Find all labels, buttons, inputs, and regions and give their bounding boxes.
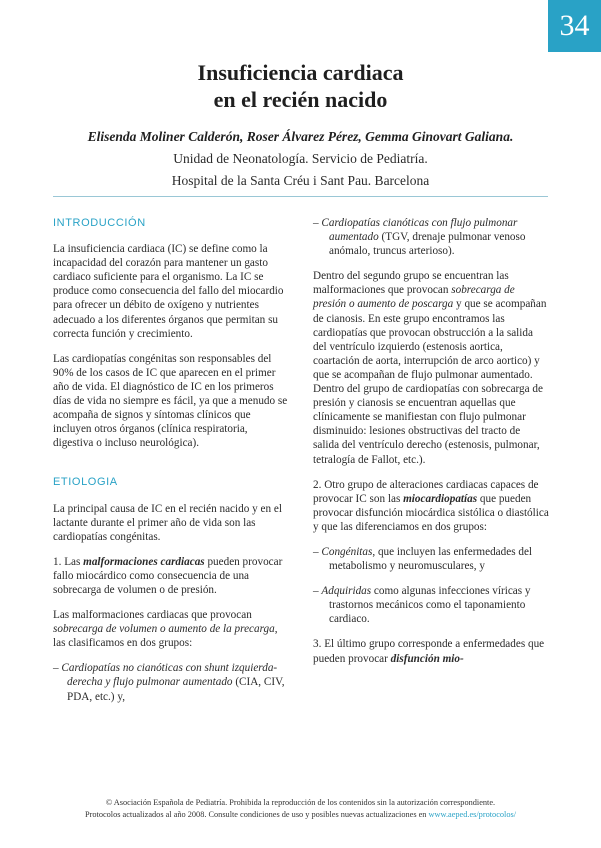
item-1-prefix: 1. Las	[53, 555, 84, 568]
dash-item-no-cianoticas: – Cardiopatías no cianóticas con shunt izquierda-derecha y flujo pulmonar aumentado (CIA, CIV, PDA, etc.) y,	[53, 662, 285, 703]
etiologia-item-1	[53, 555, 289, 597]
etiologia-item-3	[313, 637, 549, 665]
affiliation-line-1: Unidad de Neonatología. Servicio de Pediatría.	[173, 151, 428, 166]
etiologia-paragraph-3	[53, 608, 289, 650]
left-column	[53, 216, 289, 715]
right-paragraph-1	[313, 269, 549, 466]
section-heading-introduccion: INTRODUCCIÓN	[53, 217, 146, 229]
item-2-term: miocardiopatías	[403, 492, 478, 505]
item-2-text: 2. Otro grupo de alteraciones cardiacas capaces de provocar IC son las	[313, 478, 539, 505]
dash-3-rest: , que incluyen las enfermedades del metabolismo y neuromusculares, y	[329, 545, 533, 573]
etiologia-item-2	[313, 478, 549, 534]
dash-2-rest: (TGV, drenaje pulmonar venoso anómalo, truncus arterioso).	[329, 231, 526, 258]
dash-item-adquiridas: – Adquiridas como algunas infecciones víricas y trastornos mecánicos como el taponamiento cardiaco.	[313, 585, 531, 626]
article-title	[0, 59, 601, 113]
item-1-term: malformaciones cardiacas	[83, 555, 205, 568]
footer-copyright: © Asociación Española de Pediatría. Prohibida la reproducción de los contenidos sin la autorización correspondiente.	[105, 798, 496, 807]
right-p1-rest: y que se acompañan de cianosis. En este grupo encontramos las cardiopatías que provocan obstrucción a la salida del ventrículo izquierdo (estenosis aortica, coartación de aorta, interrupción de arco aortico) y que se acompañan de flujo pulmonar aumentado. Dentro del grupo de cardiopatías con sobrecarga de presión y cianosis se encuentran aquellas que clínicamente se manifiestan con flujo pulmonar disminuido: lesiones obstructivas del tracto de salida del ventrículo derecho (estenosis, pulmonar, tetralogía de Fallot, etc.).	[313, 298, 547, 466]
chapter-number-badge: 34	[548, 0, 601, 52]
footer-update-line	[0, 809, 601, 821]
affiliation-line-2: Hospital de la Santa Créu i Sant Pau. Barcelona	[171, 173, 430, 188]
right-p1-emphasis: sobrecarga de presión o aumento de poscarga	[313, 284, 515, 311]
dash-item-cianoticas: – Cardiopatías cianóticas con flujo pulmonar aumentado (TGV, drenaje pulmonar venoso anómalo, truncus arterioso).	[313, 217, 526, 258]
section-heading-etiologia: ETIOLOGIA	[53, 476, 118, 489]
dash-3-emphasis: Congénitas	[321, 545, 373, 558]
dash-4-emphasis: Adquiridas	[321, 585, 372, 598]
right-column	[313, 216, 549, 677]
dash-2-emphasis: Cardiopatías cianóticas con flujo pulmonar aumentado	[321, 217, 518, 244]
item-1-text: pueden provocar fallo miocárdico como consecuencia de una sobrecarga de volumen o de presión.	[53, 555, 283, 596]
page-footer	[0, 797, 601, 820]
header-divider	[53, 196, 548, 197]
intro-paragraph-2: Las cardiopatías congénitas son responsables del 90% de los casos de IC que aparecen en el primer año de vida. El diagnóstico de IC en los primeros días de vida no siempre es fácil, ya que a menudo se acompaña de signos y síntomas clínicos que incluyen otros órganos (clínica respiratoria, digestiva o incluso neurológica).	[53, 352, 288, 450]
p3-rest: , las clasificamos en dos grupos:	[53, 623, 278, 650]
footer-update-text: Protocolos actualizados al año 2008. Consulte condiciones de uso y posibles nuevas actualizaciones en	[84, 809, 429, 819]
dash-1-emphasis: Cardiopatías no cianóticas con shunt izquierda-derecha y flujo pulmonar aumentado	[61, 662, 278, 689]
item-3-term: disfunción mio-	[390, 652, 464, 665]
title-line-1: Insuficiencia cardiaca	[197, 60, 404, 85]
dash-4-rest: como algunas infecciones víricas y trastornos mecánicos como el taponamiento cardiaco.	[329, 585, 531, 626]
footer-protocols-link[interactable]: www.aeped.es/protocolos/	[428, 809, 517, 819]
dash-item-congenitas: – Congénitas, que incluyen las enfermedades del metabolismo y neuromusculares, y	[313, 545, 533, 573]
title-line-2: en el recién nacido	[213, 87, 388, 112]
dash-1-rest: (CIA, CIV, PDA, etc.) y,	[67, 676, 285, 703]
etiologia-paragraph-1: La principal causa de IC en el recién nacido y en el lactante durante el primer año de vida son las cardiopatías congénitas.	[53, 502, 282, 543]
intro-paragraph-1: La insuficiencia cardiaca (IC) se define como la incapacidad del corazón para mantener un gasto cardiaco suficiente para el organismo. La IC se produce como consecuencia del fallo del miocardio para ofrecer un débito de oxígeno y nutrientes adecuado a los diferentes órganos que permitan su correcta función y crecimiento.	[53, 243, 284, 340]
p3-text: Las malformaciones cardiacas que provocan	[53, 609, 252, 622]
right-p1-text: Dentro del segundo grupo se encuentran las malformaciones que provocan	[313, 270, 509, 297]
item-3-text: 3. El último grupo corresponde a enfermedades que pueden provocar	[313, 638, 545, 665]
authors: Elisenda Moliner Calderón, Roser Álvarez Pérez, Gemma Ginovart Galiana.	[87, 129, 514, 144]
p3-emphasis: sobrecarga de volumen o aumento de la precarga	[53, 623, 275, 636]
item-2-rest: que pueden provocar disfunción miocárdica sistólica o diastólica y que las diferenciamos en dos grupos:	[313, 492, 549, 533]
